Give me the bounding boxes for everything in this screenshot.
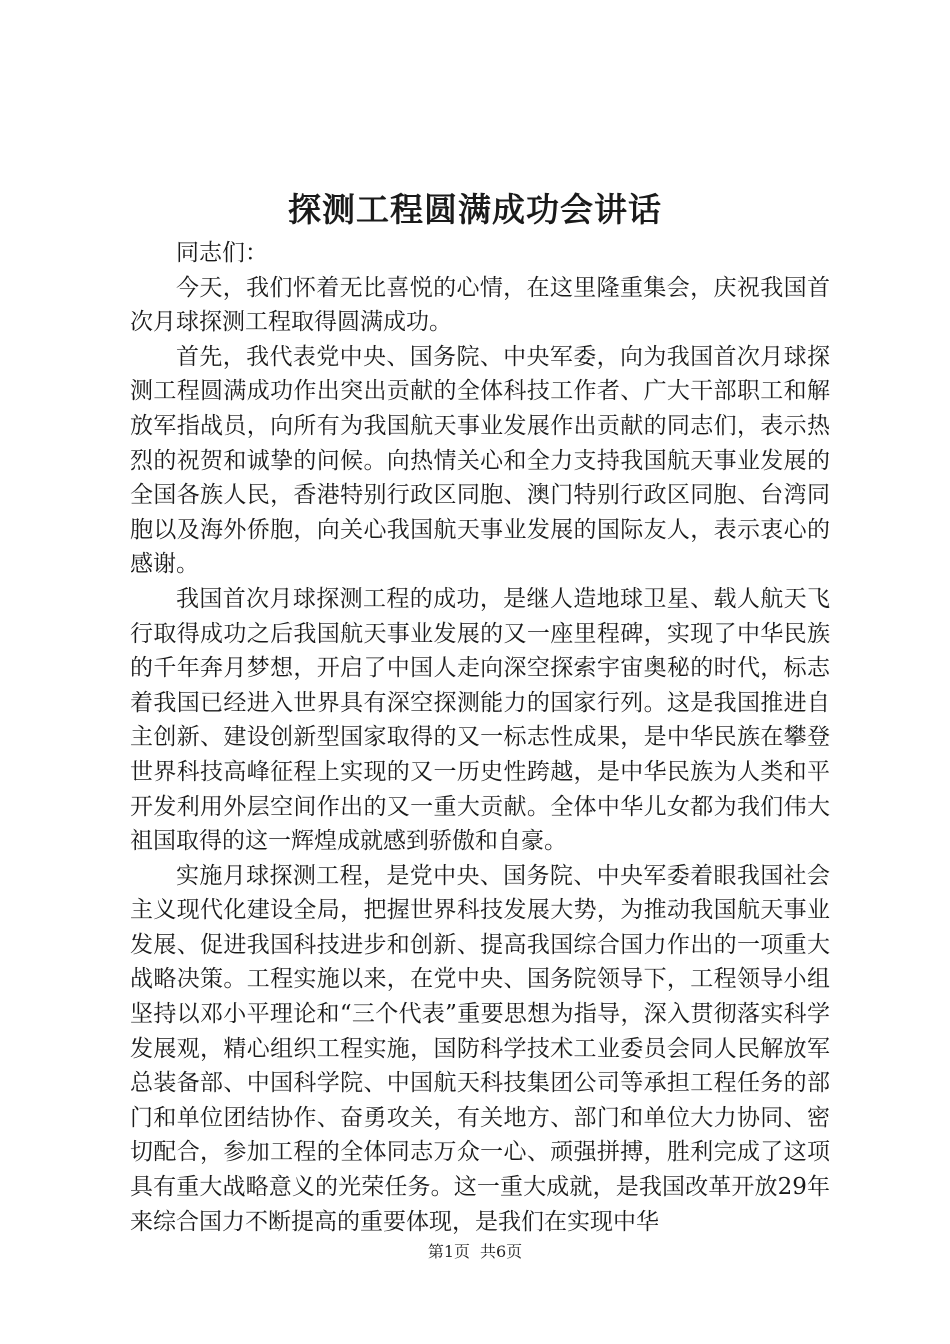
page-number: 第1页 [427, 1242, 470, 1261]
paragraph: 实施月球探测工程，是党中央、国务院、中央军委着眼我国社会主义现代化建设全局，把握世界科技发展大势，为推动我国航天事业发展、促进我国科技进步和创新、提高我国综合国力作出的一项重大战略决策。工程实施以来，在党中央、国务院领导下，工程领导小组坚持以邓小平理论和“三个代表”重要思想为指导，深入贯彻落实科学发展观，精心组织工程实施，国防科学技术工业委员会同人民解放军总装备部、中国科学院、中国航天科技集团公司等承担工程任务的部门和单位团结协作、奋勇攻关，有关地方、部门和单位大力协同、密切配合，参加工程的全体同志万众一心、顽强拼搏，胜利完成了这项具有重大战略意义的光荣任务。这一重大成就，是我国改革开放29年来综合国力不断提高的重要体现，是我们在实现中华 [130, 862, 830, 1235]
page-footer [0, 1240, 950, 1264]
paragraph: 我国首次月球探测工程的成功，是继人造地球卫星、载人航天飞行取得成功之后我国航天事业发展的又一座里程碑，实现了中华民族的千年奔月梦想，开启了中国人走向深空探索宇宙奥秘的时代，标志着我国已经进入世界具有深空探测能力的国家行列。这是我国推进自主创新、建设创新型国家取得的又一标志性成果，是中华民族在攀登世界科技高峰征程上实现的又一历史性跨越，是中华民族为人类和平开发利用外层空间作出的又一重大贡献。全体中华儿女都为我们伟大祖国取得的这一辉煌成就感到骄傲和自豪。 [130, 585, 830, 855]
document-title: 探测工程圆满成功会讲话 [288, 190, 662, 229]
salutation: 同志们： [176, 240, 268, 266]
paragraph: 今天，我们怀着无比喜悦的心情，在这里隆重集会，庆祝我国首次月球探测工程取得圆满成功。 [130, 274, 830, 336]
page-total: 共6页 [480, 1242, 523, 1261]
paragraph: 首先，我代表党中央、国务院、中央军委，向为我国首次月球探测工程圆满成功作出突出贡献的全体科技工作者、广大干部职工和解放军指战员，向所有为我国航天事业发展作出贡献的同志们，表示热烈的祝贺和诚挚的问候。向热情关心和全力支持我国航天事业发展的全国各族人民，香港特别行政区同胞、澳门特别行政区同胞、台湾同胞以及海外侨胞，向关心我国航天事业发展的国际友人，表示衷心的感谢。 [130, 343, 830, 578]
document-body [130, 236, 830, 1239]
